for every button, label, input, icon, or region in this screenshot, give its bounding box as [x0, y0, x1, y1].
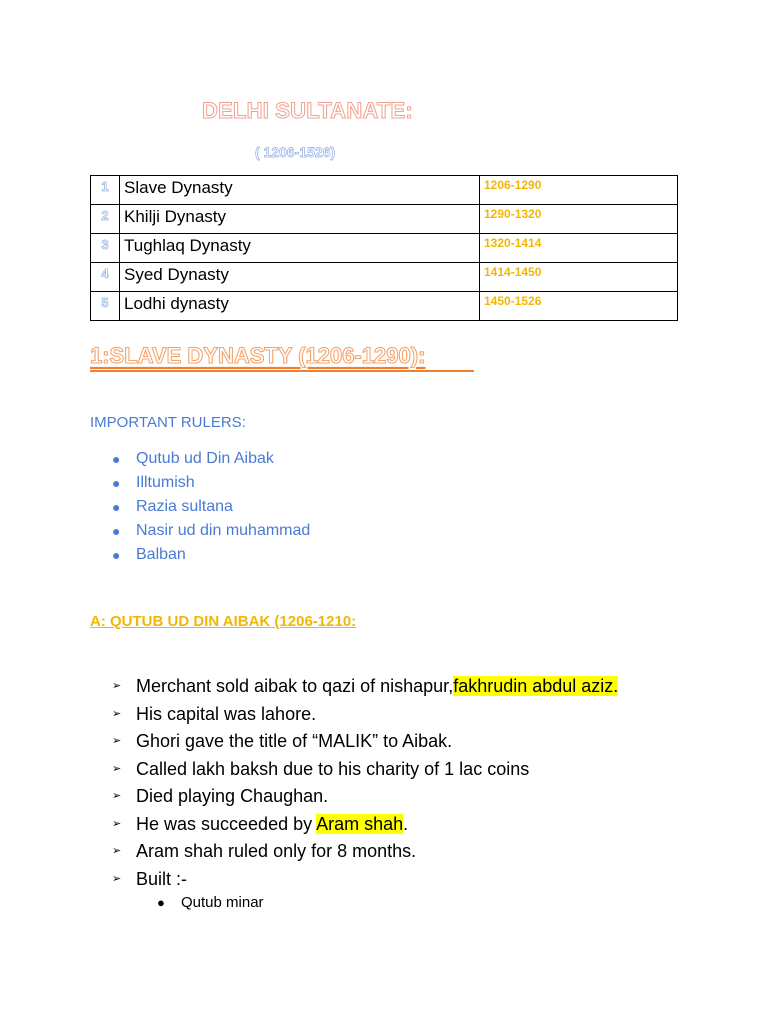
bullet-icon: ● — [157, 895, 165, 910]
bullet-icon: ● — [112, 523, 121, 539]
dynasty-years: 1206-1290 — [480, 176, 678, 205]
arrow-bullet-icon: ➢ — [112, 872, 122, 885]
highlighted-text: Aram shah — [316, 813, 404, 834]
section-underline — [90, 370, 474, 372]
fact-text-after: . — [403, 813, 409, 834]
ruler-name: Nasir ud din muhammad — [136, 522, 311, 539]
table-row — [91, 263, 678, 292]
row-number: 1 — [91, 176, 120, 205]
list-item — [112, 838, 618, 866]
subsection-heading: A: QUTUB UD DIN AIBAK (1206-1210: — [90, 613, 357, 630]
section-heading: 1:SLAVE DYNASTY (1206-1290): — [90, 343, 426, 368]
dynasty-years: 1290-1320 — [480, 205, 678, 234]
page-subtitle: ( 1206-1526) — [255, 144, 336, 160]
bullet-icon: ● — [112, 499, 121, 515]
list-item — [112, 673, 618, 701]
list-item — [155, 892, 264, 914]
row-number: 4 — [91, 263, 120, 292]
bullet-icon: ● — [112, 475, 121, 491]
fact-text: Built :- — [136, 868, 188, 889]
dynasty-name: Slave Dynasty — [120, 176, 480, 205]
fact-text: Died playing Chaughan. — [136, 786, 329, 806]
row-number: 5 — [91, 292, 120, 321]
dynasty-years: 1414-1450 — [480, 263, 678, 292]
list-item — [112, 701, 618, 729]
list-item — [110, 471, 310, 495]
rulers-heading: IMPORTANT RULERS: — [90, 414, 246, 431]
list-item — [112, 811, 618, 839]
table-row — [91, 176, 678, 205]
bullet-icon: ● — [112, 451, 121, 467]
row-number: 2 — [91, 205, 120, 234]
dynasty-table — [90, 175, 678, 321]
list-item — [112, 783, 618, 811]
table-row — [91, 205, 678, 234]
table-row — [91, 234, 678, 263]
ruler-name: Qutub ud Din Aibak — [136, 450, 274, 467]
arrow-bullet-icon: ➢ — [112, 845, 122, 857]
dynasty-name: Tughlaq Dynasty — [120, 234, 480, 263]
row-number: 3 — [91, 234, 120, 263]
arrow-bullet-icon: ➢ — [112, 680, 122, 692]
highlighted-text: fakhrudin abdul aziz. — [453, 676, 619, 696]
arrow-bullet-icon: ➢ — [112, 790, 122, 802]
list-item — [112, 756, 618, 784]
fact-text: Called lakh baksh due to his charity of 1 lac coins — [136, 758, 530, 779]
list-item — [110, 519, 310, 543]
ruler-name: Razia sultana — [136, 498, 233, 515]
dynasty-years: 1450-1526 — [480, 292, 678, 321]
dynasty-years: 1320-1414 — [480, 234, 678, 263]
list-item — [110, 543, 310, 567]
fact-text: Ghori gave the title of “MALIK” to Aibak. — [136, 731, 453, 751]
ruler-name: Illtumish — [136, 474, 195, 491]
arrow-bullet-icon: ➢ — [112, 735, 122, 747]
list-item — [110, 447, 310, 471]
list-item — [112, 866, 618, 894]
dynasty-name: Lodhi dynasty — [120, 292, 480, 321]
arrow-bullet-icon: ➢ — [112, 817, 122, 830]
fact-text: His capital was lahore. — [136, 703, 317, 724]
ruler-name: Balban — [136, 546, 186, 563]
list-item — [110, 495, 310, 519]
built-list — [155, 892, 264, 914]
dynasty-name: Syed Dynasty — [120, 263, 480, 292]
table-row — [91, 292, 678, 321]
fact-text: Merchant sold aibak to qazi of nishapur, — [136, 676, 454, 696]
built-item: Qutub minar — [181, 894, 264, 911]
facts-list — [112, 673, 618, 893]
page-title: DELHI SULTANATE: — [202, 98, 413, 123]
bullet-icon: ● — [112, 547, 121, 563]
dynasty-name: Khilji Dynasty — [120, 205, 480, 234]
list-item — [112, 728, 618, 756]
fact-text: Aram shah ruled only for 8 months. — [136, 841, 417, 861]
arrow-bullet-icon: ➢ — [112, 762, 122, 775]
arrow-bullet-icon: ➢ — [112, 707, 122, 720]
fact-text: He was succeeded by — [136, 813, 317, 834]
rulers-list — [110, 447, 310, 567]
